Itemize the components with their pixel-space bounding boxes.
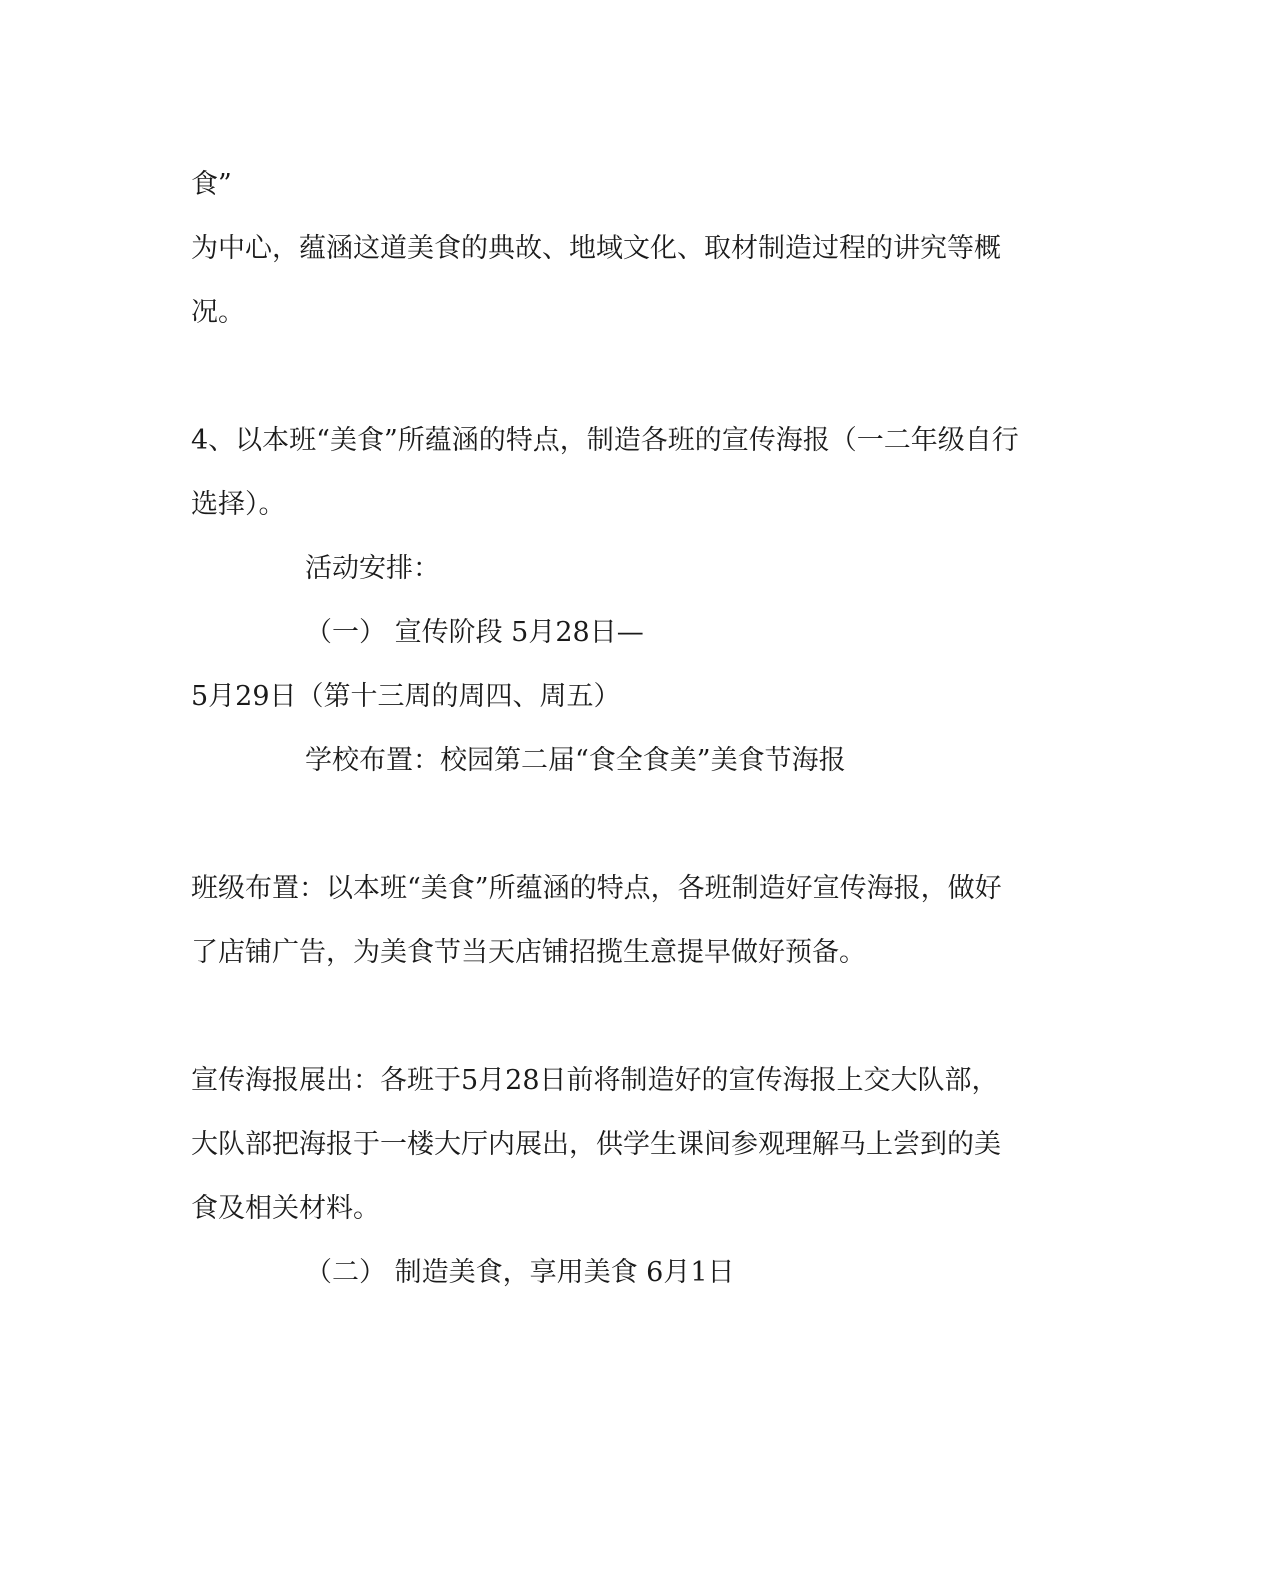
stage-heading: （一） 宣传阶段 5月28日— [305, 617, 644, 648]
text-line: 宣传海报展出：各班于5月28日前将制造好的宣传海报上交大队部， [191, 1065, 999, 1096]
text-line: 况。 [191, 297, 245, 328]
text-line: 学校布置：校园第二届“食全食美”美食节海报 [305, 745, 846, 776]
text-line: 了店铺广告，为美食节当天店铺招揽生意提早做好预备。 [191, 937, 866, 968]
text-line: 为中心，蕴涵这道美食的典故、地域文化、取材制造过程的讲究等概 [191, 233, 1001, 264]
text-line: 4、以本班“美食”所蕴涵的特点，制造各班的宣传海报（一二年级自行 [191, 425, 1019, 456]
text-line: 食” [191, 169, 232, 200]
section-heading: 活动安排： [305, 553, 440, 584]
text-line: 食及相关材料。 [191, 1193, 380, 1224]
text-line: 班级布置：以本班“美食”所蕴涵的特点，各班制造好宣传海报，做好 [191, 873, 1002, 904]
text-line: 大队部把海报于一楼大厅内展出，供学生课间参观理解马上尝到的美 [191, 1129, 1001, 1160]
stage-heading: （二） 制造美食，享用美食 6月1日 [305, 1257, 735, 1288]
text-line: 选择）。 [191, 489, 286, 520]
text-line: 5月29日（第十三周的周四、周五） [191, 681, 621, 712]
